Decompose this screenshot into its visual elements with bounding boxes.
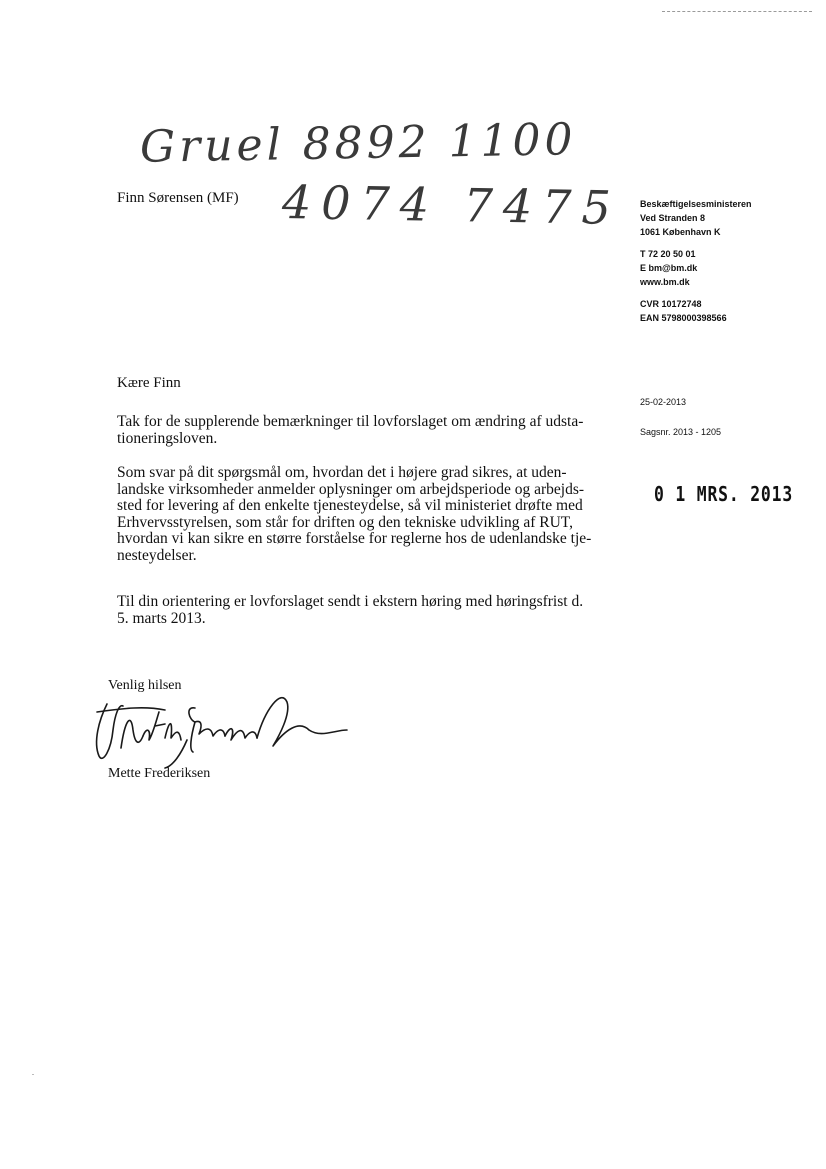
top-edge-rule [662, 11, 812, 12]
handwritten-signature [85, 690, 355, 770]
letter-date: 25-02-2013 [640, 397, 687, 407]
paragraph-1 [117, 414, 607, 447]
handwritten-note-line-2: 4074 7475 [281, 175, 622, 235]
sender-city: 1061 København K [640, 227, 721, 237]
case-number: Sagsnr. 2013 - 1205 [640, 427, 722, 437]
signer-name: Mette Frederiksen [108, 766, 211, 781]
recipient-name: Finn Sørensen (MF) [117, 190, 239, 206]
salutation: Kære Finn [117, 375, 181, 391]
paragraph-1-text: Tak for de supplerende bemærkninger til lovforslaget om ændring af udsta- tioneringsloven. [117, 413, 584, 447]
paragraph-2-text: Som svar på dit spørgsmål om, hvordan det i højere grad sikres, at uden- landske virksomheder anmelder oplysninger om arbejdsperiode og arbejds- sted for levering af den enkelte tjenesteydelse, så vil ministeriet drøfte med Erhvervsstyrelsen, som står for driften og den tekniske udvikling af RUT, hvordan vi kan sikre en større forståelse for reglerne hos de udenlandske tje- nesteydelser. [117, 464, 592, 564]
received-date-stamp: 0 1 MRS. 2013 [654, 482, 794, 506]
scan-speck [32, 1074, 34, 1075]
sender-email: E bm@bm.dk [640, 263, 698, 273]
sender-street: Ved Stranden 8 [640, 213, 706, 223]
sender-address-block [640, 197, 810, 325]
handwritten-note-line-1: Gruel 8892 1100 [139, 114, 577, 173]
closing-phrase: Venlig hilsen [108, 678, 182, 693]
paragraph-3-text: Til din orientering er lovforslaget sendt i ekstern høring med høringsfrist d. 5. marts 2013. [117, 593, 584, 627]
sender-phone: T 72 20 50 01 [640, 249, 696, 259]
paragraph-3 [117, 594, 607, 627]
sender-cvr: CVR 10172748 [640, 299, 702, 309]
sender-ean: EAN 5798000398566 [640, 313, 727, 323]
paragraph-2 [117, 465, 607, 564]
sender-web: www.bm.dk [640, 277, 690, 287]
sender-ministry: Beskæftigelsesministeren [640, 199, 752, 209]
